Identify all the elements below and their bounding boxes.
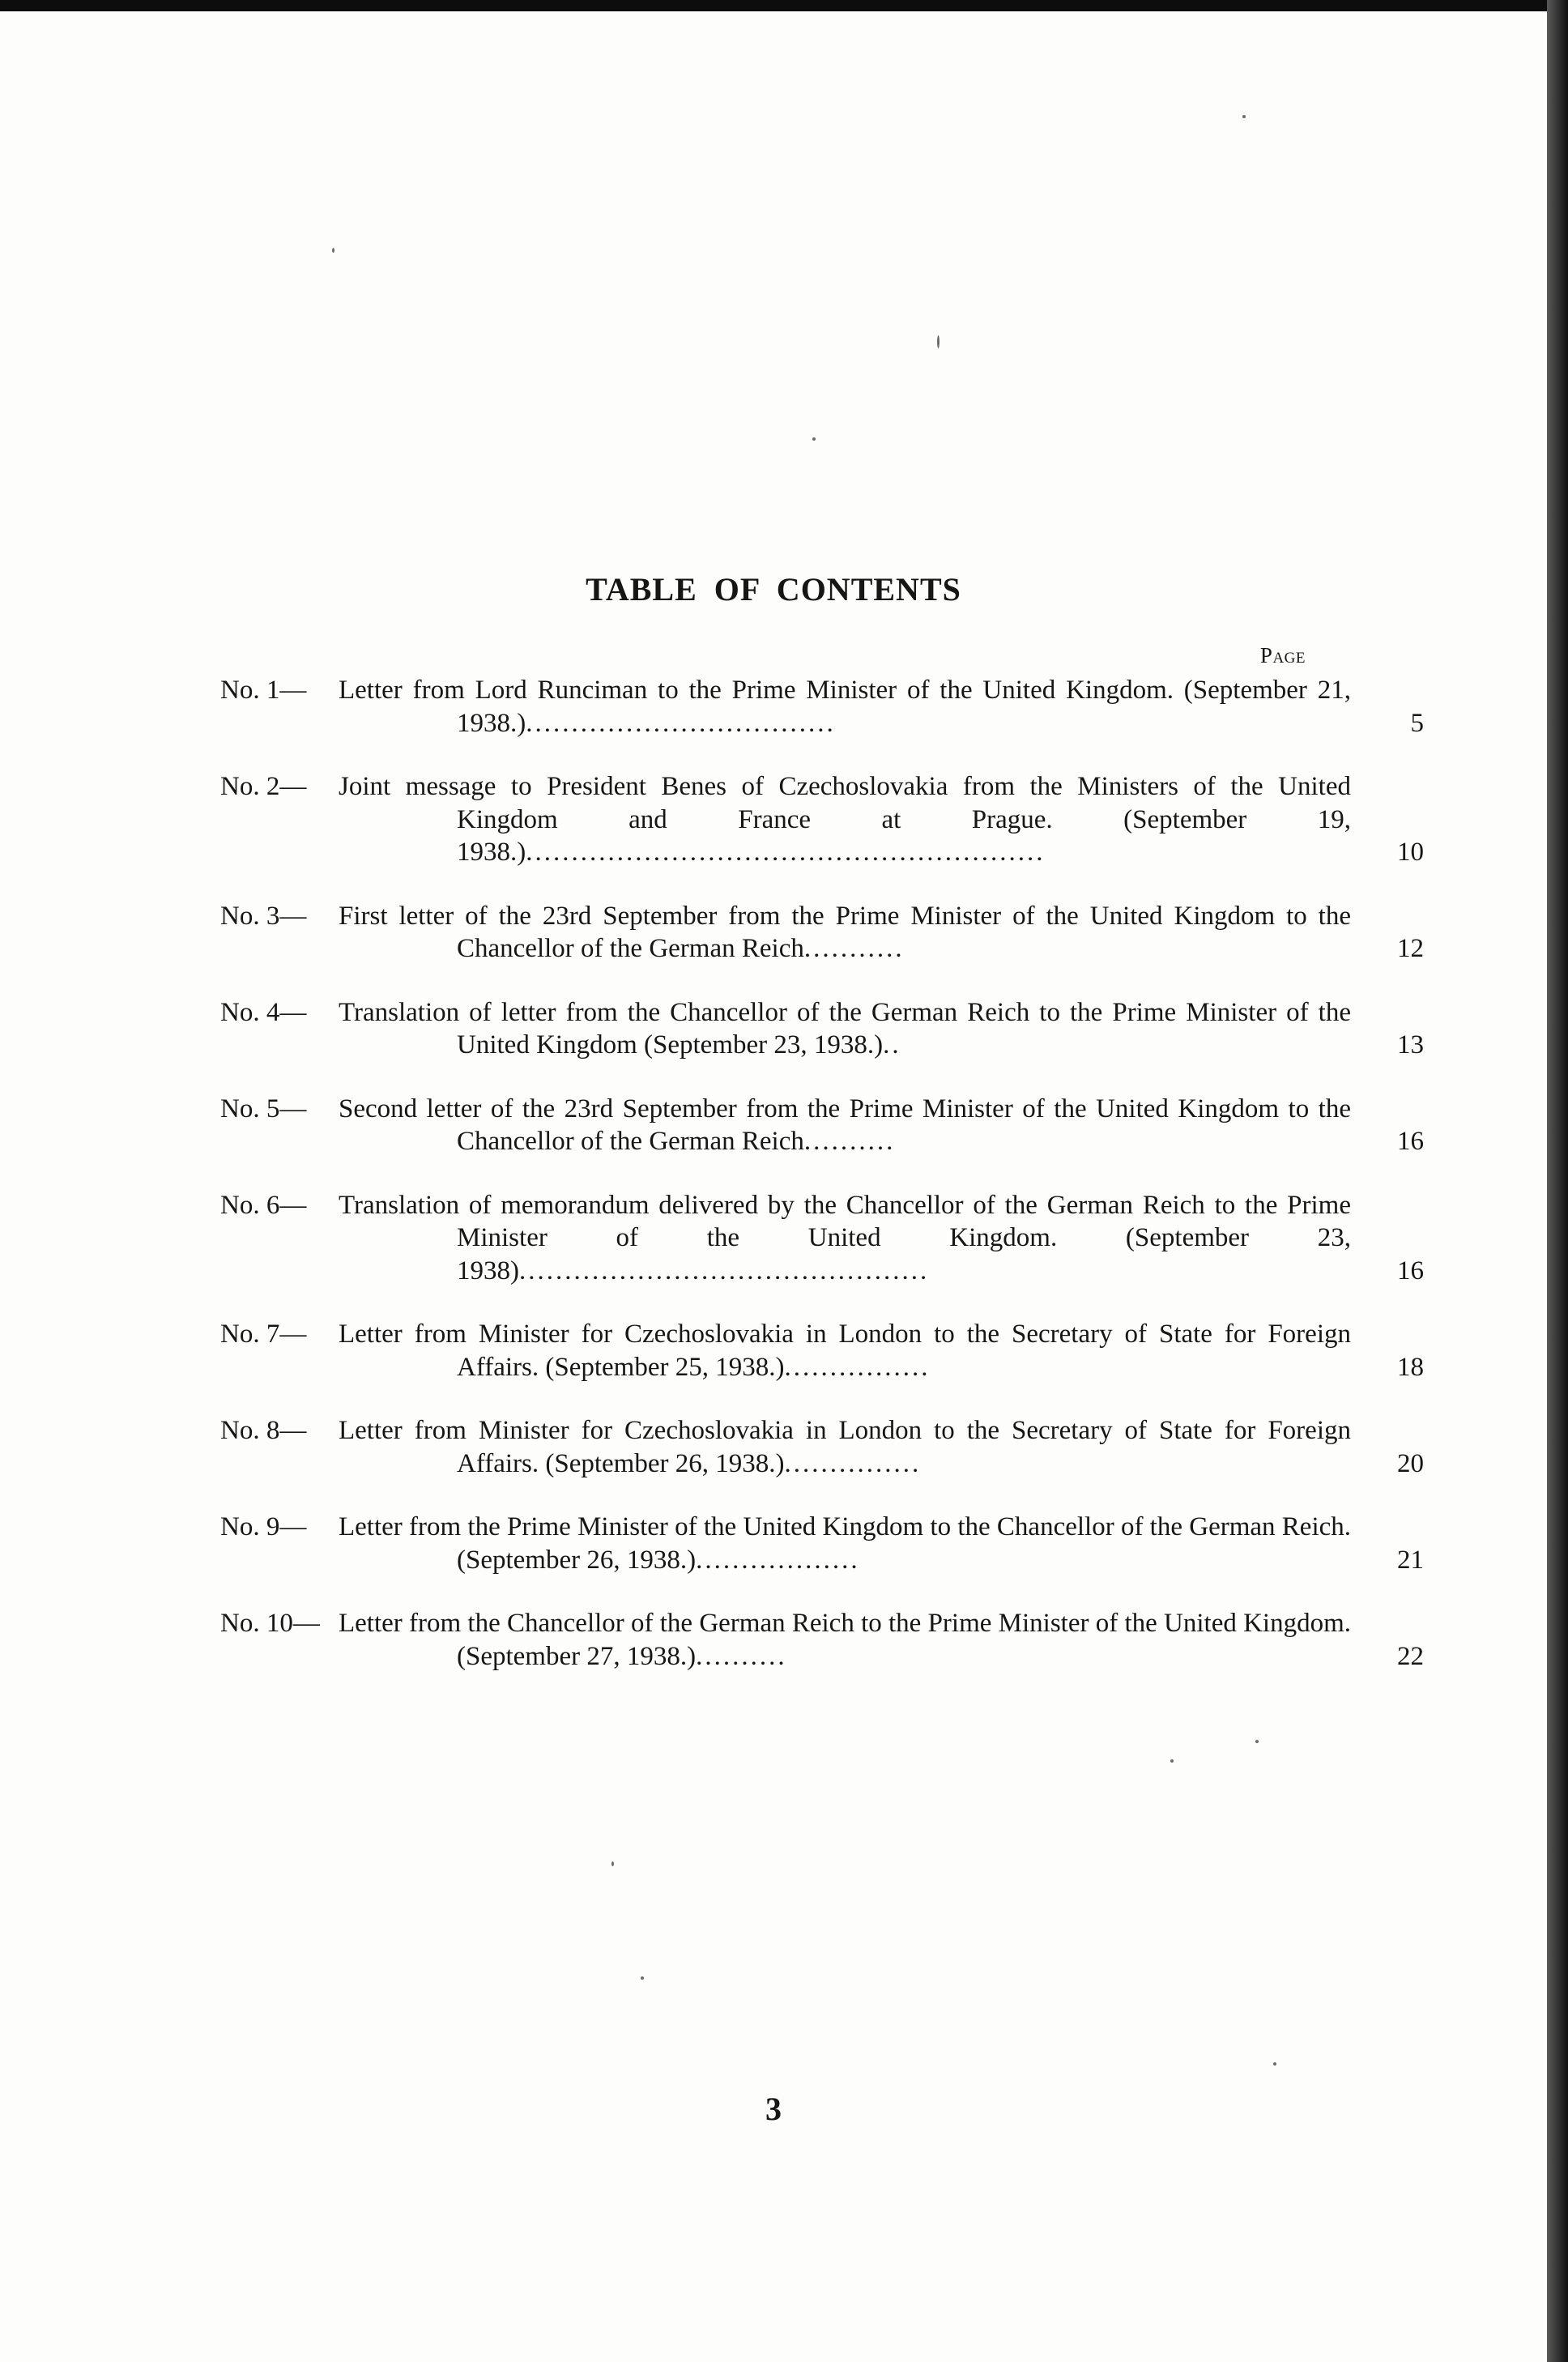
toc-entry-page: 12 <box>1397 934 1424 963</box>
toc-entry-text: Translation of letter from the Chancellor of the German Reich to the Prime Minister of the United Kingdom (September 23, 1938.) <box>339 997 1351 1059</box>
toc-entry-text: Joint message to President Benes of Czechoslovakia from the Ministers of the United Kingdom and France at Prague. (September 19, 1938.) <box>339 772 1351 867</box>
scan-edge-right <box>1547 0 1568 2362</box>
toc-entry-page: 10 <box>1397 838 1424 867</box>
toc-entry-body <box>339 770 1351 869</box>
toc-entry-body <box>339 1093 1351 1158</box>
toc-entry-leader: .......... <box>696 1641 787 1671</box>
toc-entry-text: Letter from Minister for Czechoslovakia in London to the Secretary of State for Foreign Affairs. (September 26, 1938.) <box>339 1416 1351 1478</box>
paper-speck <box>1273 2062 1276 2066</box>
toc-entry-leader: ............................................. <box>519 1256 930 1285</box>
toc-entry[interactable] <box>220 1189 1424 1288</box>
toc-entry-number: No. 8— <box>220 1416 307 1445</box>
page-column-heading: Page <box>1259 643 1306 667</box>
scan-edge-top <box>0 0 1568 11</box>
toc-entry-text: Letter from Minister for Czechoslovakia in London to the Secretary of State for Foreign Affairs. (September 25, 1938.) <box>339 1320 1351 1382</box>
paper-speck <box>332 248 334 253</box>
toc-entry-body <box>339 1414 1351 1480</box>
toc-entry-text: Letter from Lord Runciman to the Prime Minister of the United Kingdom. (September 21, 1938.) <box>339 676 1351 738</box>
toc-entry-number: No. 1— <box>220 676 307 705</box>
toc-entry-number: No. 7— <box>220 1320 307 1349</box>
toc-entry-text: Letter from the Prime Minister of the United Kingdom to the Chancellor of the German Reich. (September 26, 1938.) <box>339 1512 1352 1575</box>
toc-entry-number: No. 4— <box>220 997 307 1027</box>
toc-entry[interactable] <box>220 770 1424 869</box>
toc-entry-text: First letter of the 23rd September from the Prime Minister of the United Kingdom to the Chancellor of the German Reich <box>339 901 1351 963</box>
toc-entry-page: 20 <box>1397 1448 1424 1478</box>
paper-speck <box>1255 1740 1259 1743</box>
paper-speck <box>641 1976 644 1980</box>
toc-entry-page: 22 <box>1397 1641 1424 1671</box>
paper-speck <box>1170 1759 1174 1763</box>
toc-entry-body <box>339 1607 1351 1673</box>
toc-entry-number: No. 3— <box>220 901 307 931</box>
toc-entry-leader: ............... <box>784 1448 922 1478</box>
paper-speck <box>1242 115 1246 118</box>
toc-entry-leader: .................................. <box>526 708 836 738</box>
toc-entry-leader: ......................................................... <box>526 838 1046 867</box>
toc-entry-page: 21 <box>1397 1545 1424 1575</box>
toc-entry-number: No. 2— <box>220 772 307 801</box>
toc-entry-leader: .. <box>883 1030 901 1059</box>
toc-entry-page: 16 <box>1397 1256 1424 1285</box>
paper-speck <box>937 335 940 348</box>
toc-entry-body <box>339 900 1351 966</box>
toc-entry[interactable] <box>220 996 1424 1062</box>
toc-entry-body <box>339 674 1351 740</box>
toc-entry[interactable] <box>220 1318 1424 1384</box>
toc-entry-text: Letter from the Chancellor of the German Reich to the Prime Minister of the United Kingdom. (September 27, 1938.) <box>339 1609 1352 1671</box>
toc-entry-body <box>339 1189 1351 1288</box>
toc-entry-leader: .................. <box>696 1545 860 1575</box>
toc-entry-number: No. 10— <box>220 1609 320 1638</box>
toc-list <box>220 674 1424 1673</box>
toc-entry[interactable] <box>220 674 1424 740</box>
toc-entry-page: 16 <box>1397 1127 1424 1156</box>
toc-entry-leader: ........... <box>803 934 905 963</box>
toc-entry-number: No. 9— <box>220 1512 307 1541</box>
paper-speck <box>812 437 816 441</box>
page-title: TABLE OF CONTENTS <box>586 571 961 608</box>
toc-entry-number: No. 5— <box>220 1094 307 1123</box>
toc-entry[interactable] <box>220 900 1424 966</box>
toc-entry-body <box>339 1318 1351 1384</box>
toc-entry[interactable] <box>220 1093 1424 1158</box>
toc-entry-leader: ................ <box>784 1352 931 1382</box>
toc-entry-page: 13 <box>1397 1030 1424 1059</box>
toc-entry-leader: .......... <box>803 1127 896 1156</box>
toc-entry-page: 18 <box>1397 1352 1424 1382</box>
toc-entry-text: Second letter of the 23rd September from the Prime Minister of the United Kingdom to the Chancellor of the German Reich <box>339 1094 1351 1156</box>
toc-entry-text: Translation of memorandum delivered by the Chancellor of the German Reich to the Prime Minister of the United Kingdom. (September 23, 1938) <box>339 1190 1351 1285</box>
page-number: 3 <box>765 2091 782 2127</box>
toc-entry[interactable] <box>220 1607 1424 1673</box>
paper-speck <box>611 1861 614 1866</box>
toc-entry-number: No. 6— <box>220 1190 307 1220</box>
toc-entry-body <box>339 996 1351 1062</box>
toc-entry-page: 5 <box>1410 708 1424 738</box>
toc-entry[interactable] <box>220 1511 1424 1576</box>
toc-entry[interactable] <box>220 1414 1424 1480</box>
toc-entry-body <box>339 1511 1351 1576</box>
